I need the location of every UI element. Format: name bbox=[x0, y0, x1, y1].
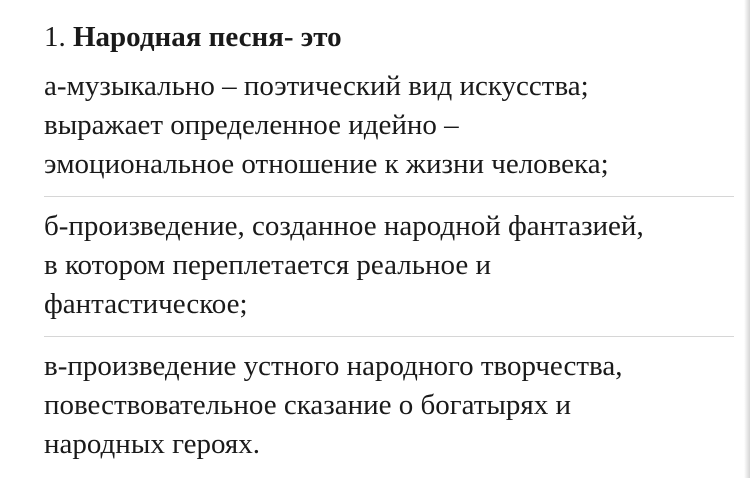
page-edge-shadow bbox=[744, 0, 750, 478]
option-line: б-произведение, созданное народной фантазией, bbox=[44, 210, 644, 242]
quiz-content bbox=[44, 17, 734, 486]
question-text: Народная песня- это bbox=[73, 21, 342, 53]
option-line: а-музыкально – поэтический вид искусства; bbox=[44, 70, 589, 102]
option-line: эмоциональное отношение к жизни человека; bbox=[44, 148, 609, 180]
answer-option-a[interactable] bbox=[44, 67, 734, 197]
answer-option-b[interactable] bbox=[44, 207, 734, 337]
option-line: повествовательное сказание о богатырях и bbox=[44, 389, 572, 421]
option-line: выражает определенное идейно – bbox=[44, 109, 459, 141]
answer-option-c[interactable] bbox=[44, 347, 734, 476]
option-line: в котором переплетается реальное и bbox=[44, 249, 491, 281]
question-number: 1. bbox=[44, 21, 66, 53]
question-heading bbox=[44, 17, 734, 57]
option-line: народных героях. bbox=[44, 428, 260, 460]
option-line: в-произведение устного народного творчества, bbox=[44, 350, 623, 382]
option-line: фантастическое; bbox=[44, 288, 248, 320]
